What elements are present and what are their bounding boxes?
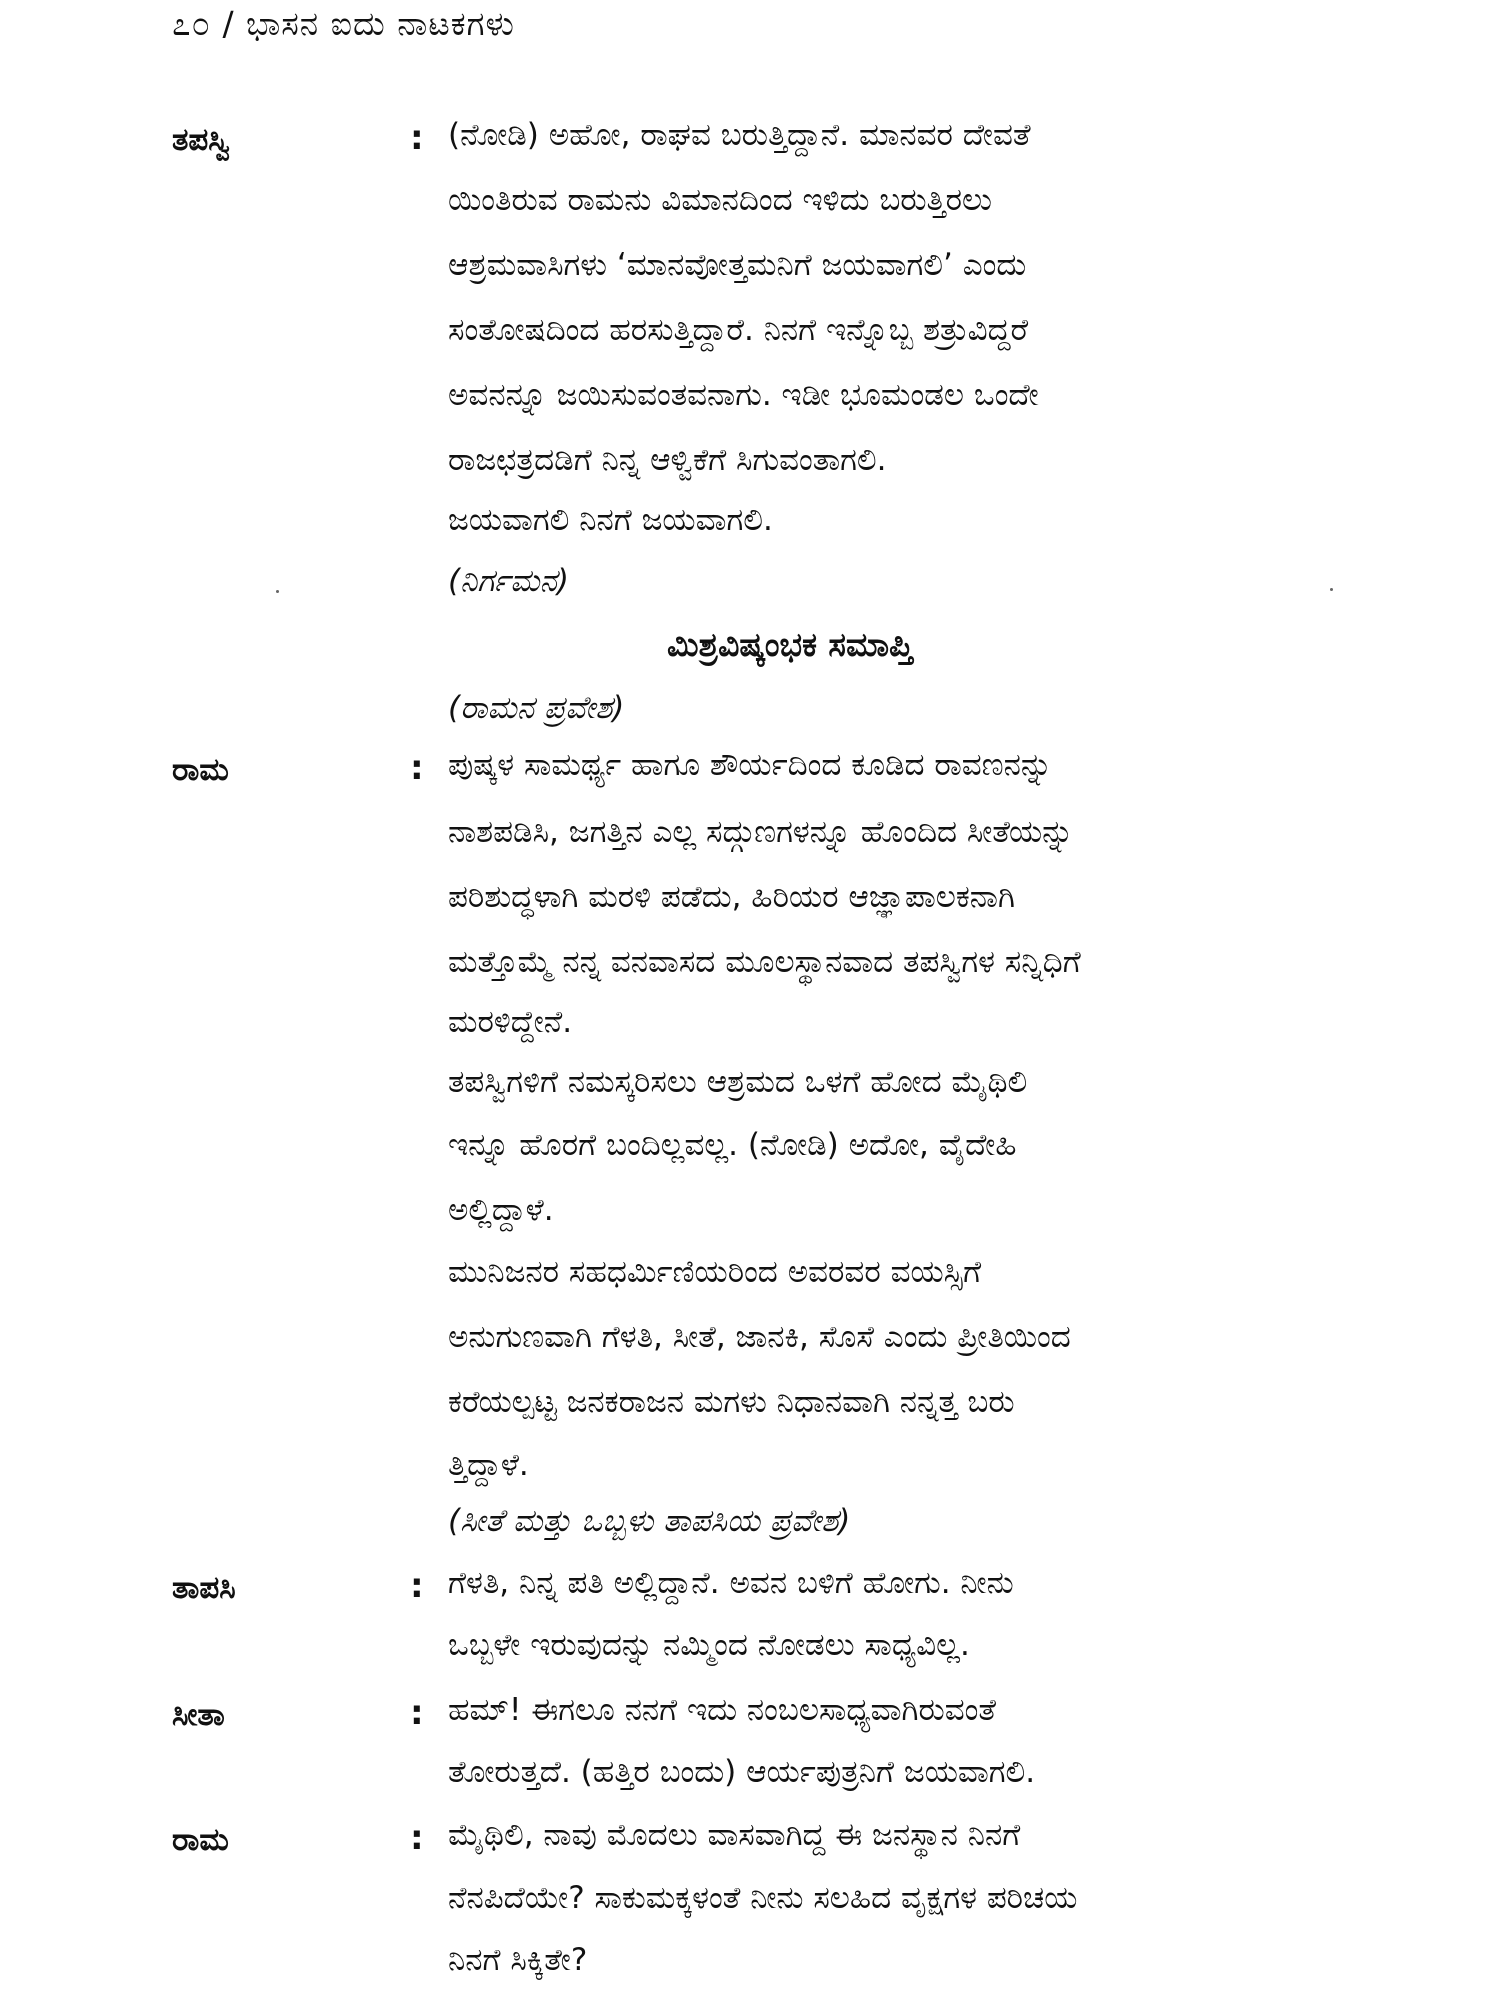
section-heading: ಮಿಶ್ರವಿಷ್ಕಂಭಕ ಸಮಾಪ್ತಿ	[667, 625, 913, 664]
speaker-name: ರಾಮ	[172, 1822, 229, 1858]
dialogue-line: ಕರೆಯಲ್ಪಟ್ಟ ಜನಕರಾಜನ ಮಗಳು ನಿಧಾನವಾಗಿ ನನ್ನತ್ತ ಬರು	[448, 1384, 1015, 1420]
dialogue-line: ಸಂತೋಷದಿಂದ ಹರಸುತ್ತಿದ್ದಾರೆ. ನಿನಗೆ ಇನ್ನೊಬ್ಬ ಶತ್ರುವಿದ್ದರೆ	[448, 312, 1029, 348]
speaker-colon: :	[410, 1818, 424, 1858]
speaker-name: ತಪಸ್ವಿ	[172, 122, 231, 158]
dialogue-line: ರಾಜಛತ್ರದಡಿಗೆ ನಿನ್ನ ಆಳ್ವಿಕೆಗೆ ಸಿಗುವಂತಾಗಲಿ.	[448, 442, 887, 478]
scan-speck	[1330, 588, 1333, 591]
speaker-colon: :	[410, 118, 424, 158]
stage-direction: (ರಾಮನ ಪ್ರವೇಶ)	[448, 690, 625, 726]
stage-direction: (ಸೀತೆ ಮತ್ತು ಒಬ್ಬಳು ತಾಪಸಿಯ ಪ್ರವೇಶ)	[448, 1503, 851, 1539]
dialogue-line: ಅವನನ್ನೂ ಜಯಿಸುವಂತವನಾಗು. ಇಡೀ ಭೂಮಂಡಲ ಒಂದೇ	[448, 377, 1039, 413]
speaker-colon: :	[410, 1693, 424, 1733]
dialogue-line: ತೋರುತ್ತದೆ. (ಹತ್ತಿರ ಬಂದು) ಆರ್ಯಪುತ್ರನಿಗೆ ಜಯವಾಗಲಿ.	[448, 1754, 1036, 1790]
dialogue-line: ನಿನಗೆ ಸಿಕ್ಕಿತೇ?	[448, 1942, 588, 1978]
dialogue-line: ಮೈಥಿಲಿ, ನಾವು ಮೊದಲು ವಾಸವಾಗಿದ್ದ ಈ ಜನಸ್ಥಾನ ನಿನಗೆ	[448, 1817, 1021, 1853]
dialogue-line: ಜಯವಾಗಲಿ ನಿನಗೆ ಜಯವಾಗಲಿ.	[448, 502, 773, 538]
dialogue-line: ಮತ್ತೊಮ್ಮೆ ನನ್ನ ವನವಾಸದ ಮೂಲಸ್ಥಾನವಾದ ತಪಸ್ವಿಗಳ ಸನ್ನಿಧಿಗೆ	[448, 944, 1081, 980]
dialogue-line: ತಪಸ್ವಿಗಳಿಗೆ ನಮಸ್ಕರಿಸಲು ಆಶ್ರಮದ ಒಳಗೆ ಹೋದ ಮೈಥಿಲಿ	[448, 1064, 1028, 1100]
running-header: ೭೦ / ಭಾಸನ ಐದು ನಾಟಕಗಳು	[172, 4, 515, 43]
stage-direction: (ನಿರ್ಗಮನ)	[448, 563, 569, 599]
dialogue-line: ಅಲ್ಲಿದ್ದಾಳೆ.	[448, 1192, 554, 1228]
dialogue-line: ಅನುಗುಣವಾಗಿ ಗೆಳತಿ, ಸೀತೆ, ಜಾನಕಿ, ಸೊಸೆ ಎಂದು ಪ್ರೀತಿಯಿಂದ	[448, 1319, 1071, 1355]
speaker-name: ತಾಪಸಿ	[172, 1570, 236, 1606]
speaker-name: ಸೀತಾ	[172, 1697, 225, 1733]
dialogue-line: ಇನ್ನೂ ಹೊರಗೆ ಬಂದಿಲ್ಲವಲ್ಲ. (ನೋಡಿ) ಅದೋ, ವೈದೇಹಿ	[448, 1127, 1017, 1163]
dialogue-line: (ನೋಡಿ) ಅಹೋ, ರಾಘವ ಬರುತ್ತಿದ್ದಾನೆ. ಮಾನವರ ದೇವತೆ	[448, 117, 1031, 153]
dialogue-line: ಪುಷ್ಕಳ ಸಾಮರ್ಥ್ಯ ಹಾಗೂ ಶೌರ್ಯದಿಂದ ಕೂಡಿದ ರಾವಣನನ್ನು	[448, 747, 1053, 783]
dialogue-line: ಗೆಳತಿ, ನಿನ್ನ ಪತಿ ಅಲ್ಲಿದ್ದಾನೆ. ಅವನ ಬಳಿಗೆ ಹೋಗು. ನೀನು	[448, 1565, 1014, 1601]
dialogue-line: ನೆನಪಿದೆಯೇ? ಸಾಕುಮಕ್ಕಳಂತೆ ನೀನು ಸಲಹಿದ ವೃಕ್ಷಗಳ ಪರಿಚಯ	[448, 1880, 1078, 1916]
speaker-colon: :	[410, 748, 424, 788]
scan-speck	[276, 590, 279, 593]
dialogue-line: ತ್ತಿದ್ದಾಳೆ.	[448, 1447, 529, 1483]
speaker-colon: :	[410, 1566, 424, 1606]
dialogue-line: ಹಮ್! ಈಗಲೂ ನನಗೆ ಇದು ನಂಬಲಸಾಧ್ಯವಾಗಿರುವಂತೆ	[448, 1692, 997, 1728]
speaker-name: ರಾಮ	[172, 752, 229, 788]
dialogue-line: ನಾಶಪಡಿಸಿ, ಜಗತ್ತಿನ ಎಲ್ಲ ಸದ್ಗುಣಗಳನ್ನೂ ಹೊಂದಿದ ಸೀತೆಯನ್ನು	[448, 814, 1074, 850]
dialogue-line: ಮುನಿಜನರ ಸಹಧರ್ಮಿಣಿಯರಿಂದ ಅವರವರ ವಯಸ್ಸಿಗೆ	[448, 1254, 982, 1290]
dialogue-line: ಯಿಂತಿರುವ ರಾಮನು ವಿಮಾನದಿಂದ ಇಳಿದು ಬರುತ್ತಿರಲು	[448, 182, 992, 218]
dialogue-line: ಒಬ್ಬಳೇ ಇರುವುದನ್ನು ನಮ್ಮಿಂದ ನೋಡಲು ಸಾಧ್ಯವಿಲ್ಲ.	[448, 1627, 970, 1663]
dialogue-line: ಪರಿಶುದ್ಧಳಾಗಿ ಮರಳಿ ಪಡೆದು, ಹಿರಿಯರ ಆಜ್ಞಾಪಾಲಕನಾಗಿ	[448, 879, 1015, 915]
dialogue-line: ಮರಳಿದ್ದೇನೆ.	[448, 1004, 573, 1040]
dialogue-line: ಆಶ್ರಮವಾಸಿಗಳು ‘ಮಾನವೋತ್ತಮನಿಗೆ ಜಯವಾಗಲಿ’ ಎಂದು	[448, 247, 1027, 283]
